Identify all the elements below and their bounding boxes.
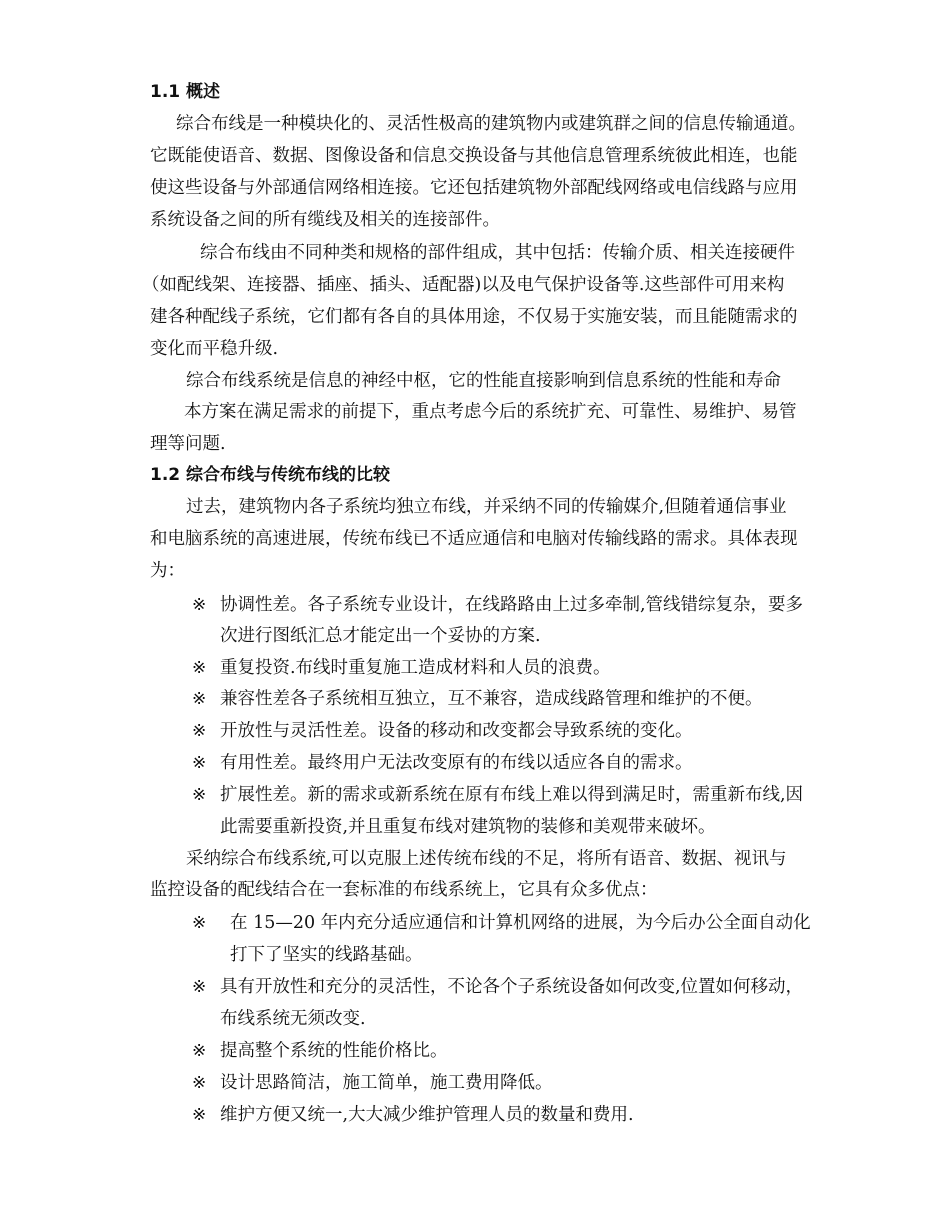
- list-item-text: 提高整个系统的性能价格比。: [220, 1041, 448, 1061]
- list-item-text: 兼容性差各子系统相互独立，互不兼容，造成线路管理和维护的不便。: [220, 689, 763, 709]
- paragraph-line: 为：: [150, 561, 185, 581]
- bullet-mark: ※: [192, 785, 207, 805]
- list-item-text: 具有开放性和充分的灵活性，不论各个子系统设备如何改变,位置如何移动，: [220, 977, 804, 997]
- list-item-text: 打下了坚实的线路基础。: [230, 945, 423, 965]
- bullet-mark: ※: [192, 1105, 207, 1125]
- list-item-text: 重复投资.布线时重复施工造成材料和人员的浪费。: [220, 658, 611, 678]
- paragraph-line: 过去，建筑物内各子系统均独立布线，并采纳不同的传输媒介,但随着通信事业: [186, 497, 787, 517]
- list-item-text: 此需要重新投资,并且重复布线对建筑物的装修和美观带来破坏。: [220, 817, 716, 837]
- bullet-mark: ※: [192, 721, 207, 741]
- list-item-text: 在 15—20 年内充分适应通信和计算机网络的进展，为今后办公全面自动化: [230, 913, 811, 933]
- list-item-text: 维护方便又统一,大大减少维护管理人员的数量和费用.: [220, 1105, 634, 1125]
- bullet-mark: ※: [192, 977, 207, 997]
- paragraph-line: 建各种配线子系统，它们都有各自的具体用途，不仅易于实施安装，而且能随需求的: [150, 307, 798, 327]
- paragraph-line: 变化而平稳升级.: [150, 339, 279, 359]
- paragraph-line: 综合布线系统是信息的神经中枢，它的性能直接影响到信息系统的性能和寿命: [186, 371, 781, 391]
- bullet-mark: ※: [192, 753, 207, 773]
- list-item-text: 设计思路简洁，施工简单，施工费用降低。: [220, 1073, 553, 1093]
- bullet-mark: ※: [192, 1041, 207, 1061]
- section-heading-comparison: 1.2 综合布线与传统布线的比较: [150, 465, 391, 485]
- paragraph-line: 综合布线由不同种类和规格的部件组成，其中包括：传输介质、相关连接硬件: [200, 243, 795, 263]
- bullet-mark: ※: [192, 595, 207, 615]
- paragraph-line: 它既能使语音、数据、图像设备和信息交换设备与其他信息管理系统彼此相连，也能: [150, 146, 798, 166]
- paragraph-line: 使这些设备与外部通信网络相连接。它还包括建筑物外部配线网络或电信线路与应用: [150, 178, 798, 198]
- list-item-text: 有用性差。最终用户无法改变原有的布线以适应各自的需求。: [220, 753, 693, 773]
- bullet-mark: ※: [192, 658, 207, 678]
- paragraph-line: 本方案在满足需求的前提下，重点考虑今后的系统扩充、可靠性、易维护、易管: [184, 402, 797, 422]
- list-item-text: 开放性与灵活性差。设备的移动和改变都会导致系统的变化。: [220, 721, 693, 741]
- list-item-text: 布线系统无须改变.: [220, 1009, 366, 1029]
- bullet-mark: ※: [192, 689, 207, 709]
- paragraph-line: 和电脑系统的高速进展，传统布线已不适应通信和电脑对传输线路的需求。具体表现: [150, 529, 798, 549]
- paragraph-line: 系统设备之间的所有缆线及相关的连接部件。: [150, 210, 500, 230]
- bullet-mark: ※: [192, 1073, 207, 1093]
- paragraph-line: 采纳综合布线系统,可以克服上述传统布线的不足，将所有语音、数据、视讯与: [186, 849, 787, 869]
- paragraph-line: 理等问题.: [150, 434, 226, 454]
- list-item-text: 协调性差。各子系统专业设计，在线路路由上过多牵制,管线错综复杂，要多: [220, 595, 804, 615]
- section-heading-overview: 1.1 概述: [150, 82, 221, 102]
- bullet-mark: ※: [192, 913, 207, 933]
- paragraph-line: 综合布线是一种模块化的、灵活性极高的建筑物内或建筑群之间的信息传输通道。: [176, 114, 806, 134]
- paragraph-line: （如配线架、连接器、插座、插头、适配器)以及电气保护设备等.这些部件可用来构: [142, 275, 785, 295]
- list-item-text: 次进行图纸汇总才能定出一个妥协的方案.: [220, 626, 541, 646]
- list-item-text: 扩展性差。新的需求或新系统在原有布线上难以得到满足时，需重新布线,因: [220, 785, 804, 805]
- paragraph-line: 监控设备的配线结合在一套标准的布线系统上，它具有众多优点：: [150, 880, 658, 900]
